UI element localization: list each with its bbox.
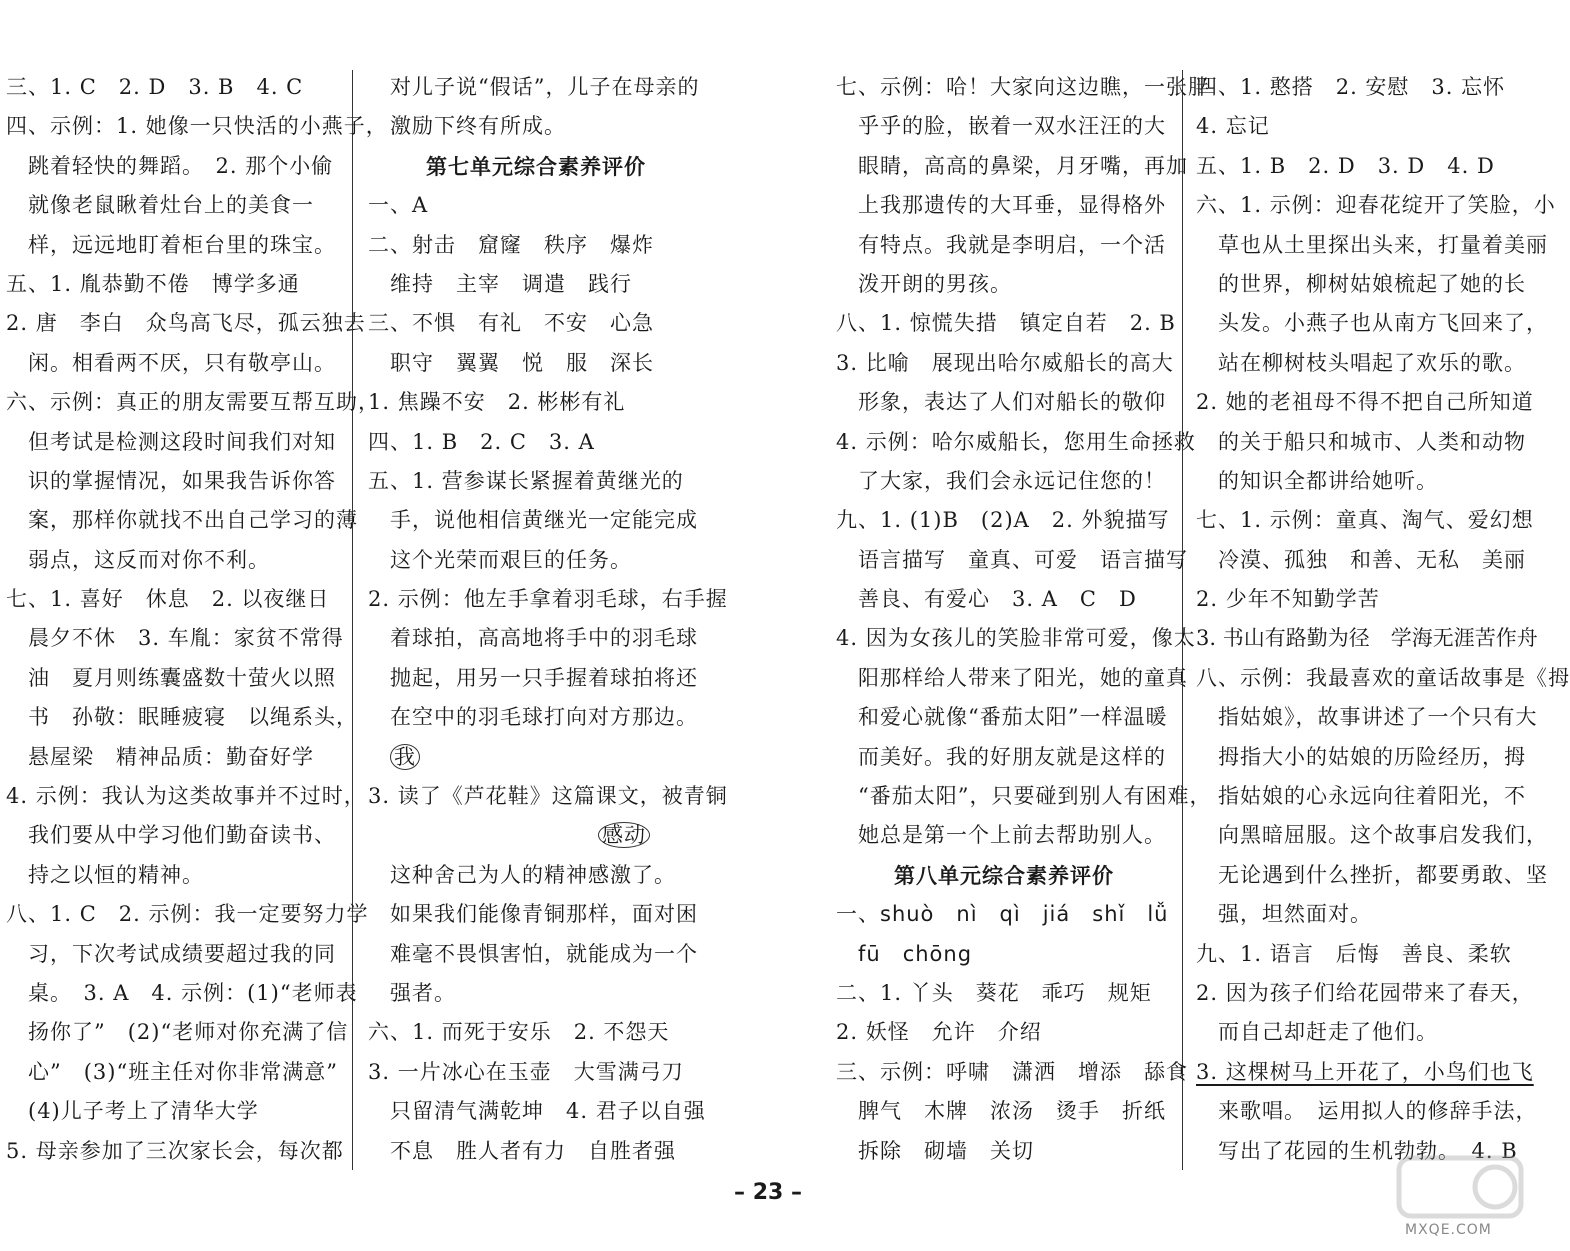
text-line: 三、不惧 有礼 不安 心急 — [368, 311, 654, 336]
text-line: (4)儿子考上了清华大学 — [28, 1099, 259, 1124]
text-line: 六、示例：真正的朋友需要互帮互助， — [6, 390, 380, 415]
text-line: 2. 少年不知勤学苦 — [1196, 587, 1380, 612]
text-line: 桌。 3. A 4. 示例：(1)“老师表 — [28, 980, 358, 1005]
text-line: 4. 示例：我认为这类故事并不过时， — [6, 784, 366, 809]
text-line: 站在柳树枝头唱起了欢乐的歌。 — [1218, 350, 1526, 375]
text-line: 5. 母亲参加了三次家长会，每次都 — [6, 1138, 344, 1163]
text-line: 和爱心就像“番茄太阳”一样温暖 — [858, 705, 1168, 730]
text-line: 油 夏月则练囊盛数十萤火以照 — [28, 665, 336, 690]
text-line: 对儿子说“假话”，儿子在母亲的 — [390, 75, 700, 99]
text-line: 她总是第一个上前去帮助别人。 — [858, 823, 1166, 848]
text-line: 的世界，柳树姑娘梳起了她的长 — [1218, 271, 1526, 296]
text-line: 形象，表达了人们对船长的敬仰 — [858, 390, 1166, 415]
text-line: 五、1. 胤恭勤不倦 博学多通 — [6, 271, 300, 296]
text-line: 闲。相看两不厌，只有敬亭山。 — [28, 350, 336, 375]
text-line: 三、示例：呼啸 潇洒 增添 舔食 — [836, 1059, 1188, 1084]
text-line: 3. 这棵树马上开花了，小鸟们也飞 — [1196, 1059, 1534, 1084]
text-line: 一、A — [368, 193, 429, 218]
text-line: 九、1. (1)B (2)A 2. 外貌描写 — [836, 508, 1170, 533]
text-line: 二、1. 丫头 葵花 乖巧 规矩 — [836, 980, 1152, 1005]
text-line: 但考试是检测这段时间我们对知 — [28, 429, 336, 454]
text-line: 有特点。我就是李明启，一个活 — [858, 232, 1166, 257]
text-line: 的知识全都讲给她听。 — [1218, 468, 1438, 493]
text-line: 头发。小燕子也从南方飞回来了， — [1218, 311, 1548, 336]
text-line: 六、1. 示例：迎春花绽开了笑脸，小 — [1196, 193, 1556, 218]
text-line: 向黑暗屈服。这个故事启发我们， — [1218, 823, 1548, 848]
section-title-unit-8: 第八单元综合素养评价 — [894, 862, 1114, 888]
text-line: 冷漠、孤独 和善、无私 美丽 — [1218, 547, 1526, 572]
text-line: 三、1. C 2. D 3. B 4. C — [6, 75, 304, 99]
text-line: 维持 主宰 调遣 践行 — [390, 271, 632, 296]
text-line: 来歌唱。 运用拟人的修辞手法， — [1218, 1099, 1538, 1124]
answer-column-2 — [368, 68, 728, 1171]
text-line: 不息 胜人者有力 自胜者强 — [390, 1138, 676, 1163]
text-line: 强，坦然面对。 — [1218, 902, 1372, 927]
text-line: 4. 忘记 — [1196, 114, 1270, 139]
text-line: 脾气 木牌 浓汤 烫手 折纸 — [858, 1099, 1166, 1124]
text-line: 着球拍，高高地将手中的羽毛球 — [390, 626, 698, 651]
text-line: 四、1. 憨搭 2. 安慰 3. 忘怀 — [1196, 75, 1506, 99]
text-line: 五、1. B 2. D 3. D 4. D — [1196, 153, 1495, 178]
text-line: 八、1. C 2. 示例：我一定要努力学 — [6, 902, 369, 927]
text-line: 四、1. B 2. C 3. A — [368, 429, 595, 454]
text-line: 指姑娘》，故事讲述了一个只有大 — [1218, 705, 1538, 730]
text-line: 3. 读了《芦花鞋》这篇课文，被青铜 — [368, 784, 728, 809]
text-line: 八、1. 惊慌失措 镇定自若 2. B — [836, 311, 1176, 336]
text-line: 4. 因为女孩儿的笑脸非常可爱，像太 — [836, 626, 1196, 651]
text-line: 案，那样你就找不出自己学习的薄 — [28, 508, 358, 533]
text-line: 一、shuò nì qì jiá shǐ lǚ — [836, 902, 1169, 927]
text-line: 二、射击 窟窿 秩序 爆炸 — [368, 232, 654, 257]
text-line: 强者。 — [390, 980, 456, 1005]
text-line: 手，说他相信黄继光一定能完成 — [390, 508, 698, 533]
column-divider-2 — [1182, 70, 1183, 1170]
text-line: 五、1. 营参谋长紧握着黄继光的 — [368, 468, 684, 493]
text-line: 了大家，我们会永远记住您的！ — [858, 468, 1166, 493]
answer-column-4 — [1196, 68, 1570, 1171]
text-line: 弱点，这反而对你不利。 — [28, 547, 270, 572]
text-line: 书 孙敬：眠睡疲寝 以绳系头， — [28, 705, 358, 730]
text-line: “番茄太阳”，只要碰到别人有困难， — [858, 784, 1212, 809]
correction-mark-line — [368, 816, 704, 855]
text-line: 七、示例：哈！大家向这边瞧，一张胖 — [836, 75, 1210, 99]
text-line: 乎乎的脸，嵌着一双水汪汪的大 — [858, 114, 1166, 139]
text-line: 而自己却赶走了他们。 — [1218, 1020, 1438, 1045]
text-line: 1. 焦躁不安 2. 彬彬有礼 — [368, 390, 626, 415]
text-line: 4. 示例：哈尔威船长，您用生命拯救 — [836, 429, 1196, 454]
answer-column-1 — [6, 68, 388, 1171]
text-line: 眼睛，高高的鼻梁，月牙嘴，再加 — [858, 153, 1188, 178]
text-line: 习，下次考试成绩要超过我的同 — [28, 941, 336, 966]
text-line: 就像老鼠瞅着灶台上的美食一 — [28, 193, 314, 218]
text-line: 语言描写 童真、可爱 语言描写 — [858, 547, 1188, 572]
watermark-text: MXQE.COM — [1405, 1222, 1492, 1238]
text-line: 阳那样给人带来了阳光，她的童真 — [858, 665, 1188, 690]
text-line: 写出了花园的生机勃勃。 4. B — [1218, 1138, 1518, 1163]
text-line: 这个光荣而艰巨的任务。 — [390, 547, 632, 572]
text-line: 激励下终有所成。 — [390, 114, 566, 139]
correction-mark-line — [368, 738, 704, 777]
text-line: 心” (3)“班主任对你非常满意” — [28, 1059, 338, 1084]
text-line: 拇指大小的姑娘的历险经历，拇 — [1218, 744, 1526, 769]
text-line: 七、1. 喜好 休息 2. 以夜继日 — [6, 587, 330, 612]
text-line: 拆除 砌墙 关切 — [858, 1138, 1034, 1163]
text-line: fū chōng — [858, 941, 973, 966]
text-line: 指姑娘的心永远向往着阳光，不 — [1218, 784, 1526, 809]
text-line: 职守 翼翼 悦 服 深长 — [390, 350, 654, 375]
text-line: 而美好。我的好朋友就是这样的 — [858, 744, 1166, 769]
text-line: 晨夕不休 3. 车胤：家贫不常得 — [28, 626, 344, 651]
text-line: 泼开朗的男孩。 — [858, 271, 1012, 296]
text-line: 识的掌握情况，如果我告诉你答 — [28, 468, 336, 493]
correction-mark-replacement-word: 感动 — [598, 822, 650, 848]
text-line: 样，远远地盯着柜台里的珠宝。 — [28, 232, 336, 257]
correction-mark-inserted-word: 我 — [390, 744, 420, 770]
text-line: 四、示例：1. 她像一只快活的小燕子， — [6, 114, 388, 139]
text-line: 我们要从中学习他们勤奋读书、 — [28, 823, 336, 848]
text-line: 2. 她的老祖母不得不把自己所知道 — [1196, 390, 1534, 415]
text-line: 的关于船只和城市、人类和动物 — [1218, 429, 1526, 454]
text-line: 悬屋梁 精神品质：勤奋好学 — [28, 744, 314, 769]
text-line: 2. 示例：他左手拿着羽毛球，右手握 — [368, 587, 728, 612]
text-line: 3. 书山有路勤为径 学海无涯苦作舟 — [1196, 626, 1538, 651]
text-line: 2. 唐 李白 众鸟高飞尽，孤云独去 — [6, 311, 366, 336]
text-line: 抛起，用另一只手握着球拍将还 — [390, 665, 698, 690]
text-line: 在空中的羽毛球打向对方那边。 — [390, 705, 698, 730]
text-line: 草也从土里探出头来，打量着美丽 — [1218, 232, 1548, 257]
text-line: 如果我们能像青铜那样，面对困 — [390, 902, 698, 927]
text-line: 2. 妖怪 允许 介绍 — [836, 1020, 1042, 1045]
text-line: 持之以恒的精神。 — [28, 862, 204, 887]
answer-column-3 — [836, 68, 1212, 1171]
text-line: 九、1. 语言 后悔 善良、柔软 — [1196, 941, 1512, 966]
page-number: – 23 – — [734, 1180, 802, 1205]
text-line: 善良、有爱心 3. A C D — [858, 587, 1137, 612]
text-line: 这种舍己为人的精神感激了。 — [390, 862, 676, 887]
text-line: 八、示例：我最喜欢的童话故事是《拇 — [1196, 665, 1570, 690]
text-line: 3. 比喻 展现出哈尔威船长的高大 — [836, 350, 1174, 375]
text-line: 无论遇到什么挫折，都要勇敢、坚 — [1218, 862, 1548, 887]
text-line: 跳着轻快的舞蹈。 2. 那个小偷 — [28, 153, 334, 178]
text-line: 只留清气满乾坤 4. 君子以自强 — [390, 1099, 706, 1124]
text-line: 3. 一片冰心在玉壶 大雪满弓刀 — [368, 1059, 684, 1084]
text-line: 上我那遗传的大耳垂，显得格外 — [858, 193, 1166, 218]
text-line: 七、1. 示例：童真、淘气、爱幻想 — [1196, 508, 1534, 533]
text-line: 六、1. 而死于安乐 2. 不怨天 — [368, 1020, 670, 1045]
section-title-unit-7: 第七单元综合素养评价 — [426, 153, 646, 179]
text-line: 扬你了” (2)“老师对你充满了信 — [28, 1020, 349, 1045]
text-line: 2. 因为孩子们给花园带来了春天， — [1196, 980, 1534, 1005]
text-line: 难毫不畏惧害怕，就能成为一个 — [390, 941, 698, 966]
